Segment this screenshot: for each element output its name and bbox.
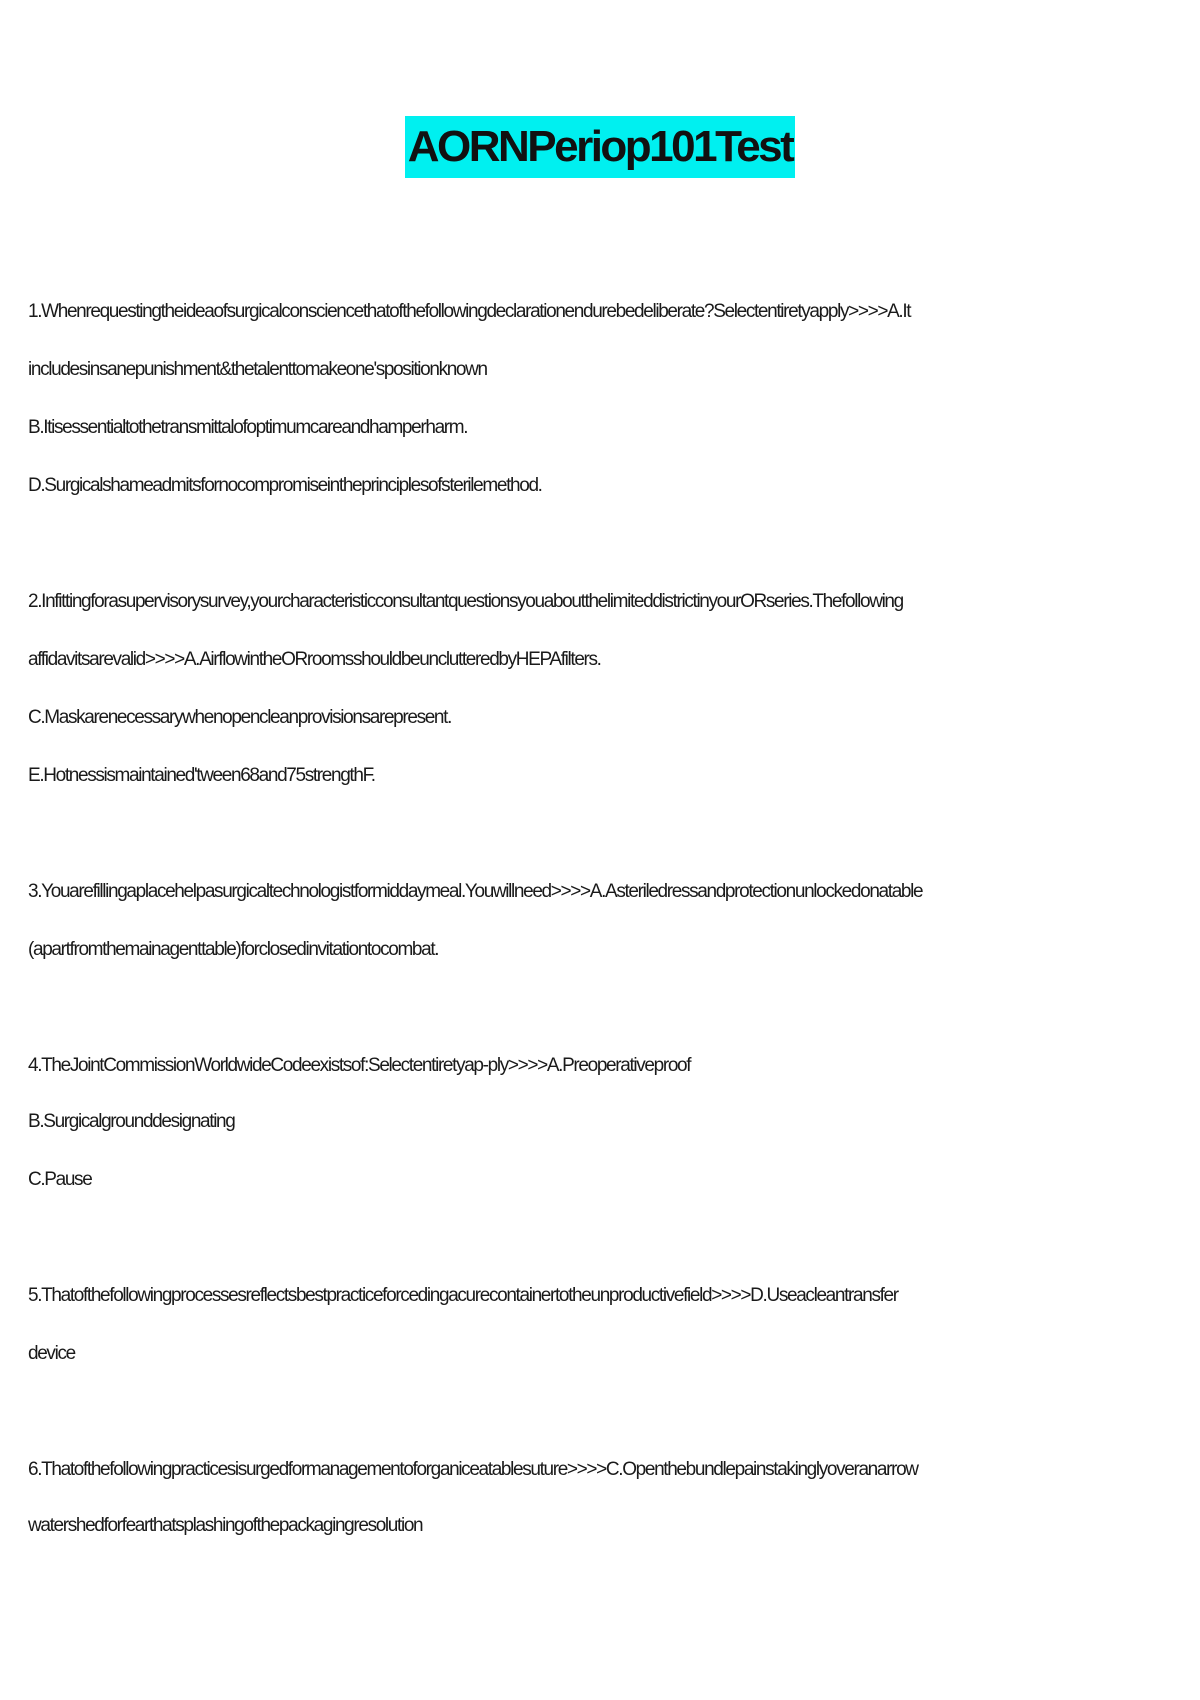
question-2-line-2: affidavitsarevalid>>>>A.AirflowintheORroomsshouldbeunclutteredbyHEPAfilters. — [28, 649, 601, 670]
question-1-answer-d: D.Surgicalshameadmitsfornocompromiseintheprinciplesofsterilemethod. — [28, 475, 542, 496]
question-6-line-2: watershedforfearthatsplashingofthepackagingresolution — [28, 1515, 423, 1536]
question-1-line-1: 1.Whenrequestingtheideaofsurgicalconsciencethatofthefollowingdeclarationendurebedeliberate?Selectentiretyapply>>>>A.It — [28, 301, 911, 322]
question-1-answer-b: B.Itisessentialtothetransmittalofoptimumcareandhamperharm. — [28, 417, 468, 438]
question-5-line-1: 5.Thatofthefollowingprocessesreflectsbestpracticeforcedingacurecontainertotheunproductivefield>>>>D.Useacleantransfer — [28, 1285, 898, 1306]
document-title: AORNPeriop101Test — [405, 116, 796, 178]
question-3-line-2: (apartfromthemainagenttable)forclosedinvitationtocombat. — [28, 939, 439, 960]
question-3-line-1: 3.Youarefillingaplacehelpasurgicaltechnologistformiddaymeal.Youwillneed>>>>A.Asteriledressandprotectionunlockedonatable — [28, 881, 923, 902]
title-container — [0, 116, 1200, 178]
question-1-line-2: includesinsanepunishment&thetalenttomakeone'spositionknown — [28, 359, 487, 380]
question-4-line-1: 4.TheJointCommissionWorldwideCodeexistsof:Selectentiretyap-ply>>>>A.Preoperativeproof — [28, 1055, 691, 1076]
question-6-line-1: 6.Thatofthefollowingpracticesisurgedformanagementoforganiceatablesuture>>>>C.Openthebundlepainstakinglyoveranarrow — [28, 1459, 918, 1480]
question-2-answer-e: E.Hotnessismaintained'tween68and75strengthF. — [28, 765, 375, 786]
question-4-answer-b: B.Surgicalgrounddesignating — [28, 1111, 235, 1132]
question-4-answer-c: C.Pause — [28, 1169, 92, 1190]
question-2-answer-c: C.Maskarenecessarywhenopencleanprovisionsarepresent. — [28, 707, 452, 728]
question-2-line-1: 2.Infittingforasupervisorysurvey,yourcharacteristicconsultantquestionsyouaboutthelimiteddistrictinyourORseries.Thefollowing — [28, 591, 903, 612]
question-5-line-2: device — [28, 1343, 75, 1364]
